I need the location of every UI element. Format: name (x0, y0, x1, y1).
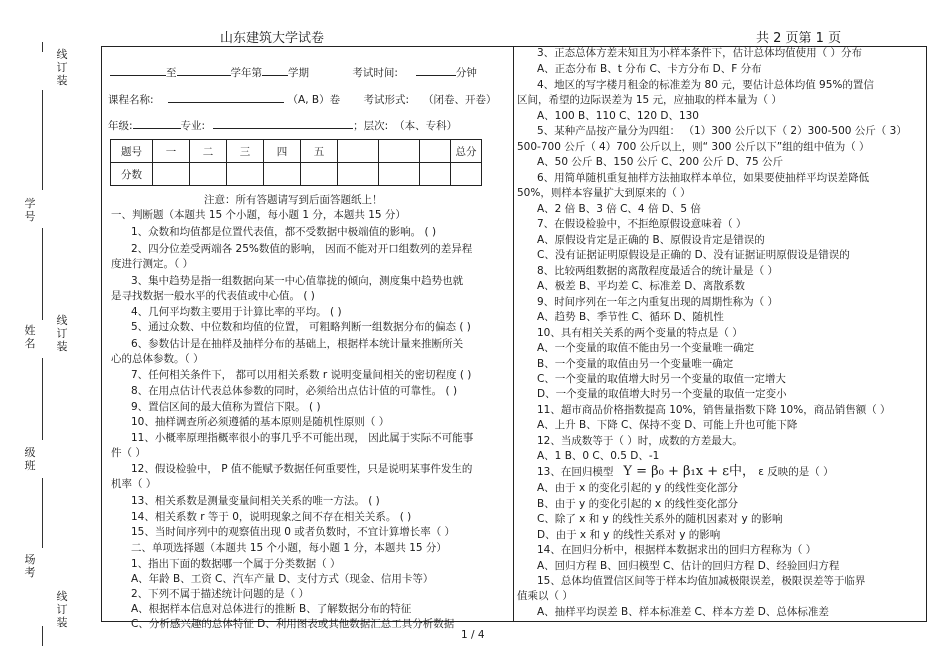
binding-line (42, 626, 43, 646)
exam-room-label: 场考 (24, 553, 36, 579)
question-line: 12、假设检验中， P 值不能赋予数据任何重要性，只是说明某事件发生的 (131, 463, 473, 475)
question-line: B、一个变量的取值由另一个变量唯一确定 (537, 358, 734, 370)
question-line: 2、下列不属于描述统计问题的是（ ） (131, 588, 310, 600)
question-line: A、趋势 B、季节性 C、循环 D、随机性 (537, 311, 724, 323)
binding-line (42, 358, 43, 440)
question-line: D、由于 x 和 y 的线性关系对 y 的影响 (537, 529, 721, 541)
question-line: 3、正态总体方差未知且为小样本条件下，估计总体均值使用（ ）分布 (537, 47, 863, 59)
question-line: A、抽样平均误差 B、样本标准差 C、样本方差 D、总体标准差 (537, 606, 829, 618)
class-label: 级班 (24, 446, 36, 472)
question-line: A、极差 B、平均差 C、标准差 D、离散系数 (537, 280, 745, 292)
question-line: 14、在回归分析中，根据样本数据求出的回归方程称为（ ） (537, 544, 817, 556)
question-line: 8、比较两组数据的离散程度最适合的统计量是（ ） (537, 265, 779, 277)
name-label: 姓名 (24, 324, 36, 350)
question-line: 4、几何平均数主要用于计算比率的平均。 ( ) (131, 306, 342, 318)
question-line: 值乘以（ ） (517, 590, 573, 602)
question-line: 1、指出下面的数据哪一个属于分类数据（ ） (131, 558, 341, 570)
question-line: 500-700 公斤（ 4）700 公斤以上，则“ 300 公斤以下”组的组中值为（ ） (517, 141, 870, 153)
question-line: C、一个变量的取值增大时另一个变量的取值一定增大 (537, 373, 786, 385)
question-line: 11、小概率原理指概率很小的事几乎不可能出现， 因此属于实际不可能事 (131, 432, 474, 444)
question-line: A、上升 B、下降 C、保持不变 D、可能上升也可能下降 (537, 419, 798, 431)
column-divider (513, 46, 514, 622)
binding-label-bottom: 线订装 (56, 590, 68, 629)
notice: 注意：所有答题请写到后面答题纸上！ (204, 194, 383, 206)
question-line: C、没有证据证明原假设是正确的 D、没有证据证明原假设是错误的 (537, 249, 850, 261)
page-count: 共 2 页第 1 页 (756, 31, 842, 46)
question-line: 4、地区的写字楼月租金的标准差为 80 元，要估计总体均值 95%的置信 (537, 79, 874, 91)
question-line: 9、置信区间的最大值称为置信下限。 ( ) (131, 401, 321, 413)
question-line: A、由于 x 的变化引起的 y 的线性变化部分 (537, 482, 738, 494)
question-line: 心的总体参数。（ ） (111, 353, 204, 365)
exam-info-row-2: 课程名称: （A, B）卷 考试形式: （闭卷、开卷） (108, 91, 497, 108)
question-line: 14、相关系数 r 等于 0，说明现象之间不存在相关关系。 ( ) (131, 511, 412, 523)
binding-label-top: 线订装 (56, 48, 68, 87)
question-line: 度进行测定。（ ） (111, 258, 194, 270)
question-line: A、原假设肯定是正确的 B、原假设肯定是错误的 (537, 234, 765, 246)
question-line: A、年龄 B、工资 C、汽车产量 D、支付方式（现金、信用卡等） (131, 573, 434, 585)
binding-line (42, 228, 43, 320)
question-line: 10、具有相关关系的两个变量的特点是（ ） (537, 327, 743, 339)
question-line: 5、通过众数、中位数和均值的位置， 可粗略判断一组数据分布的偏态 ( ) (131, 321, 471, 333)
question-line: A、1 B、0 C、0.5 D、-1 (537, 450, 660, 462)
question-line: A、正态分布 B、t 分布 C、卡方分布 D、F 分布 (537, 63, 762, 75)
question-line: 6、参数估计是在抽样及抽样分布的基础上，根据样本统计量来推断所关 (131, 338, 464, 350)
question-line: A、一个变量的取值不能由另一个变量唯一确定 (537, 342, 755, 354)
question-line: 区间，希望的边际误差为 15 元，应抽取的样本量为（ ） (517, 94, 782, 106)
question-line: A、50 公斤 B、150 公斤 C、200 公斤 D、75 公斤 (537, 156, 783, 168)
score-table (110, 139, 482, 186)
exam-info-row-3: 年级: 专业: ；层次: （本、专科） (108, 117, 457, 134)
question-line: 13、相关系数是测量变量间相关关系的唯一方法。 ( ) (131, 495, 380, 507)
question-line: C、分析感兴趣的总体特征 D、利用图表或其他数据汇总工具分析数据 (131, 618, 455, 630)
question-line: 10、抽样调查所必须遵循的基本原则是随机性原则（ ） (131, 416, 390, 428)
question-line: 5、某种产品按产量分为四组： （1）300 公斤以下（ 2）300-500 公斤（ 3） (537, 125, 907, 137)
section-heading: 二、单项选择题（本题共 15 个小题，每小题 1 分，本题共 15 分） (131, 542, 447, 554)
question-line: 3、集中趋势是指一组数据向某一中心值靠拢的倾向，测度集中趋势也就 (131, 275, 464, 287)
question-line: A、回归方程 B、回归模型 C、估计的回归方程 D、经验回归方程 (537, 560, 840, 572)
school-title: 山东建筑大学试卷 (220, 31, 325, 46)
question-line: 7、在假设检验中，不拒绝原假设意味着（ ） (537, 218, 747, 230)
binding-line (42, 42, 43, 52)
exam-info-row-1: 至 学年第 学期 考试时间: 分钟 (110, 64, 477, 81)
question-line: 6、用简单随机重复抽样方法抽取样本单位，如果要使抽样平均误差降低 (537, 172, 870, 184)
question-line: 8、在用点估计代表总体参数的同时，必须给出点估计值的可靠性。 ( ) (131, 385, 458, 397)
question-line: C、除了 x 和 y 的线性关系外的随机因素对 y 的影响 (537, 513, 783, 525)
regression-formula: Y = β₀ + β₁x + ε中， (623, 464, 755, 479)
question-line: 15、总体均值置信区间等于样本均值加减极限误差，极限误差等于临界 (537, 575, 866, 587)
question-line: 是寻找数据一般水平的代表值或中心值。 ( ) (111, 290, 315, 302)
question-line: D、一个变量的取值增大时另一个变量的取值一定变小 (537, 388, 787, 400)
binding-label-mid: 线订装 (56, 314, 68, 353)
question-line: B、由于 y 的变化引起的 x 的线性变化部分 (537, 498, 738, 510)
section-heading: 一、判断题（本题共 15 个小题，每小题 1 分，本题共 15 分） (111, 209, 406, 221)
page-number: 1 / 4 (461, 629, 485, 641)
question-line: 12、当成数等于（ ）时，成数的方差最大。 (537, 435, 743, 447)
question-line: 机率（ ） (111, 478, 157, 490)
question-line: 13、在回归模型 Y = β₀ + β₁x + ε中， ε 反映的是（ ） (537, 464, 834, 479)
question-line: 1、众数和均值都是位置代表值，都不受数据中极端值的影响。 ( ) (131, 226, 437, 238)
question-line: A、根据样本信息对总体进行的推断 B、了解数据分布的特征 (131, 603, 412, 615)
question-line: 15、当时间序列中的观察值出现 0 或者负数时，不宜计算增长率（ ） (131, 526, 456, 538)
question-line: 50%，则样本容量扩大到原来的（ ） (517, 187, 691, 199)
question-line: 11、超市商品价格指数提高 10%，销售量指数下降 10%，商品销售额（ ） (537, 404, 891, 416)
question-line: 9、时间序列在一年之内重复出现的周期性称为（ ） (537, 296, 779, 308)
question-line: A、2 倍 B、3 倍 C、4 倍 D、5 倍 (537, 203, 701, 215)
question-line: 2、四分位差受两端各 25%数值的影响， 因而不能对开口组数列的差异程 (131, 243, 473, 255)
binding-line (42, 478, 43, 548)
question-line: 7、任何相关条件下， 都可以用相关系数 r 说明变量间相关的密切程度 ( ) (131, 369, 472, 381)
student-id-label: 学号 (24, 197, 36, 223)
score-table-header: 题号 一 二 三 四 五 总分 (111, 140, 482, 163)
score-table-row: 分数 (111, 163, 482, 186)
question-line: 件（ ） (111, 447, 146, 459)
question-line: A、100 B、110 C、120 D、130 (537, 110, 699, 122)
binding-line (42, 90, 43, 190)
